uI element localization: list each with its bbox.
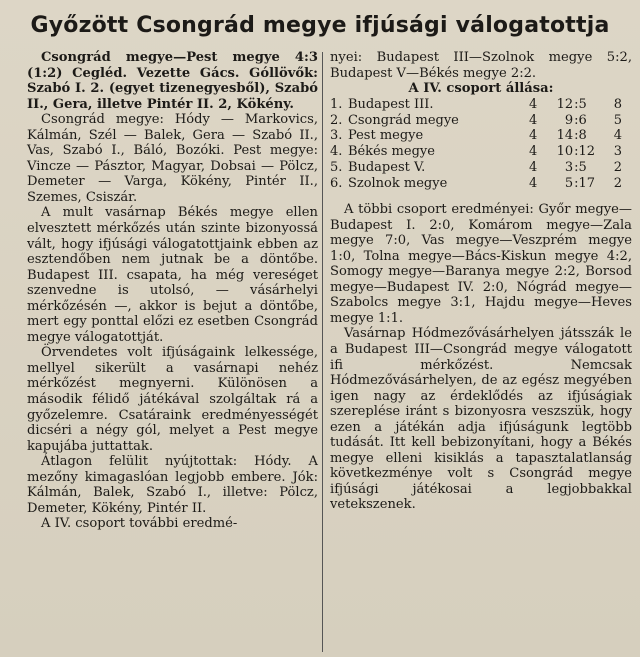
rank-cell: 6.: [330, 176, 343, 192]
table-row: [330, 144, 622, 160]
points-cell: 5: [613, 112, 622, 128]
rank-cell: 2.: [330, 112, 343, 128]
goals-for-cell: 5: [564, 176, 574, 192]
played-cell: 4: [529, 96, 538, 112]
left-column: [27, 50, 318, 532]
article-headline: Győzött Csongrád megye ifjúsági válogatottja: [30, 13, 610, 38]
team-cell: Budapest V.: [347, 160, 426, 176]
table-row: [330, 113, 622, 129]
played-cell: 4: [529, 112, 538, 128]
played-cell: 4: [529, 144, 538, 160]
points-cell: 4: [613, 128, 622, 144]
team-cell: Csongrád megye: [347, 112, 459, 128]
goals-for-cell: 10: [556, 144, 574, 160]
article-paragraph: Vasárnap Hódmezővásárhelyen játsszák le a Budapest III—Csongrád megye válogatott ifi mérkőzést. Nemcsak Hódmezővásárhelyen, de az egész megyében igen nagy az érdeklődés az ifjúságiak szereplése iránt s bizonyosra veszszük, hogy ezen a játékán adja ifjúságunk legtöbb tudását. Itt kell bebizonyítani, hogy a Békés megye elleni kisiklás a tapasztalatlanság következménye volt s Csongrád megye ifjúsági játékosai a legjobbakkal vetekszenek.: [330, 326, 632, 513]
goals-against-cell: :12: [574, 144, 596, 160]
rank-cell: 3.: [330, 128, 343, 144]
lineups-paragraph: Csongrád megye: Hódy — Markovics, Kálmán, Szél — Balek, Gera — Szabó II., Vas, Szabó I., Báló, Bozóki. Pest megye: Vincze — Pásztor, Magyar, Dobsai — Pölcz, Demeter — Varga, Kökény, Pintér II., Szemes, Csiszár.: [27, 112, 318, 205]
team-cell: Szolnok megye: [347, 176, 448, 192]
standings-table: [330, 97, 622, 192]
right-column: [330, 50, 632, 513]
team-cell: Pest megye: [347, 128, 424, 144]
goals-for-cell: 14: [556, 128, 574, 144]
article-paragraph: Örvendetes volt ifjúságaink lelkessége, mellyel sikerült a vasárnapi nehéz mérkőzést megnyerni. Különösen a második félidő játékával szolgáltak rá a győzelemre. Csatáraink eredményességét dicséri a négy gól, melyet a Pest megye kapujába juttattak.: [27, 345, 318, 454]
played-cell: 4: [529, 160, 538, 176]
goals-against-cell: :5: [574, 160, 587, 176]
goals-against-cell: :5: [574, 96, 587, 112]
points-cell: 2: [613, 160, 622, 176]
standings-title: A IV. csoport állása:: [408, 81, 554, 97]
goals-against-cell: :17: [574, 176, 596, 192]
team-cell: Budapest III.: [347, 96, 434, 112]
played-cell: 4: [529, 128, 538, 144]
goals-for-cell: 3: [564, 160, 574, 176]
table-row: [330, 97, 622, 113]
article-paragraph: A IV. csoport további eredmé-: [41, 516, 238, 532]
table-row: [330, 160, 622, 176]
goals-for-cell: 9: [564, 112, 574, 128]
column-divider: [322, 52, 323, 652]
match-result-paragraph: Csongrád megye—Pest megye 4:3 (1:2) Cegléd. Vezette Gács. Góllövők: Szabó I. 2. (egyet tizenegyesből), Szabó II., Gera, illetve Pintér II. 2, Kökény.: [27, 50, 318, 112]
rank-cell: 5.: [330, 160, 343, 176]
article-paragraph: Átlagon felülit nyújtottak: Hódy. A mezőny kimagaslóan legjobb embere. Jók: Kálmán, Balek, Szabó I., illetve: Pölcz, Demeter, Kökény, Pintér II.: [27, 454, 318, 516]
points-cell: 3: [613, 144, 622, 160]
article-paragraph: A többi csoport eredményei: Győr megye—Budapest I. 2:0, Komárom megye—Zala megye 7:0, Vas megye—Veszprém megye 1:0, Tolna megye—Bács-Kiskun megye 4:2, Somogy megye—Baranya megye 2:2, Borsod megye—Budapest IV. 2:0, Nógrád megye—Szabolcs megye 3:1, Hajdu megye—Heves megye 1:1.: [330, 202, 632, 326]
goals-against-cell: :8: [574, 128, 587, 144]
team-cell: Békés megye: [347, 144, 435, 160]
goals-for-cell: 12: [556, 96, 574, 112]
goals-against-cell: :6: [574, 112, 587, 128]
article-paragraph: A mult vasárnap Békés megye ellen elvesztett mérkőzés után szinte bizonyossá vált, hogy ifjúsági válogatottjaink ebben az esztendőben nem jutnak be a döntőbe. Budapest III. csapata, ha még vereséget szenvedne is utolsó, — vásárhelyi mérkőzésén —, akkor is bejut a döntőbe, mert egy ponttal előzi ez esetben Csongrád megye válogatottját.: [27, 205, 318, 345]
rank-cell: 4.: [330, 144, 343, 160]
table-row: [330, 128, 622, 144]
points-cell: 8: [613, 96, 622, 112]
points-cell: 2: [613, 176, 622, 192]
played-cell: 4: [529, 176, 538, 192]
article-paragraph: nyei: Budapest III—Szolnok megye 5:2, Budapest V—Békés megye 2:2.: [330, 50, 632, 81]
spacer: [330, 192, 632, 202]
rank-cell: 1.: [330, 96, 343, 112]
table-row: [330, 176, 622, 192]
